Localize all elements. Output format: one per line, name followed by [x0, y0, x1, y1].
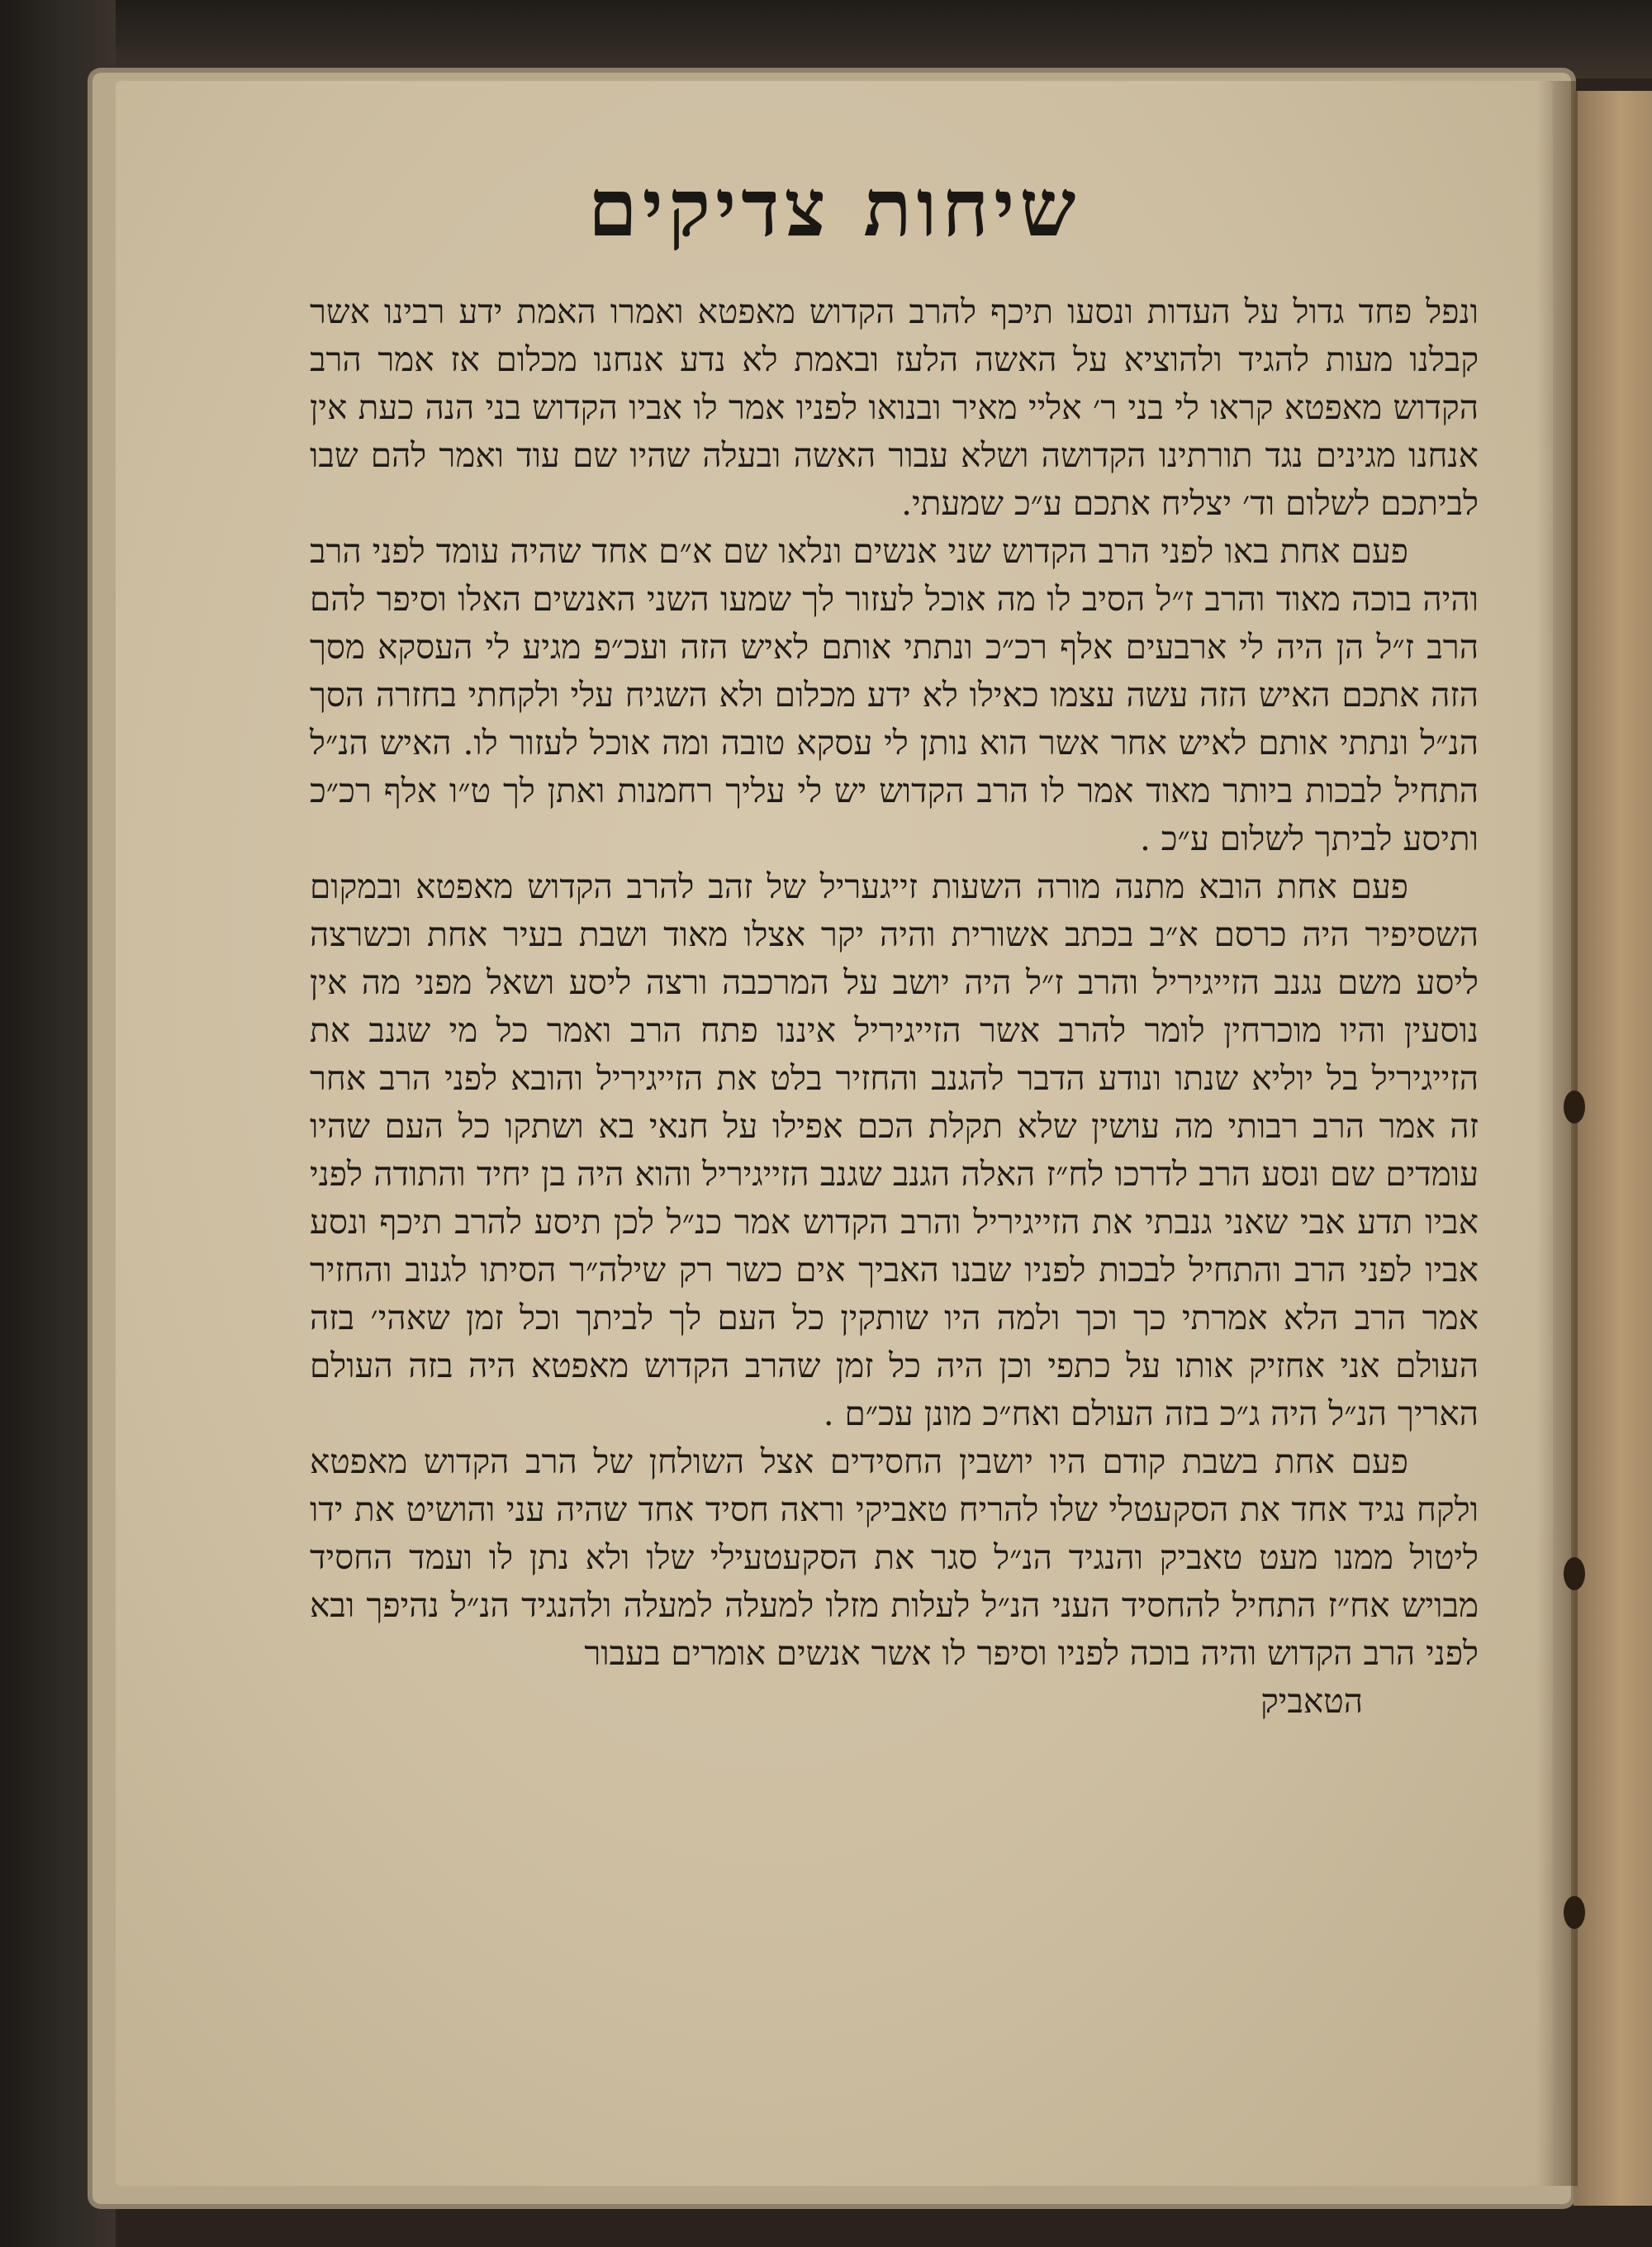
book-cover-top — [0, 0, 1652, 78]
closing-word: הטאביק — [1260, 1681, 1363, 1721]
paragraph-1: ונפל פחד גדול על העדות ונסעו תיכף להרב הקדוש מאפטא ואמרו האמת ידע רבינו אשר קבלנו מעות להגיד ולהוציא על האשה הלעז ובאמת לא נדע אנחנו מכלום אז אמר הרב הקדוש מאפטא קראו לי בני ר׳ אליי מאיר ובנואו לפניו אמר לו אביו הקדוש בני הנה כעת אין אנחנו מגינים נגד תורתינו הקדושה ושלא עבור האשה ובעלה שהיו שם עוד ואמר להם שבו לביתכם לשלום וד׳ יצליח אתכם ע״כ שמעתי. — [310, 292, 1479, 523]
paragraph-4: פעם אחת בשבת קודם היו יושבין החסידים אצל השולחן של הרב הקדוש מאפטא ולקח נגיד אחד את הסקעטלי שלו להריח טאביקי וראה חסיד אחד שהיה עני והושיט את ידו ליטול ממנו מעט טאביק והנגיד הנ״ל סגר את הסקעטעילי שלו ולא נתן לו ועמד החסיד מבויש אח״ז התחיל להחסיד העני הנ״ל לעלות מזלו למעלה למעלה ולהנגיד הנ״ל נהיפך ובא לפני הרב הקדוש והיה בוכה לפניו וסיפר לו אשר אנשים אומרים בעבור — [310, 1442, 1479, 1673]
binding-stitch — [1564, 1896, 1585, 1929]
spine-shadow — [1536, 81, 1578, 2186]
paragraph-2: פעם אחת באו לפני הרב הקדוש שני אנשים ונלאו שם א״ם אחד שהיה עומד לפני הרב והיה בוכה מאוד והרב ז״ל הסיב לו מה אוכל לעזור לך שמעו השני האנשים האלו וסיפר להם הרב ז״ל הן היה לי ארבעים אלף רכ״כ ונתתי אותם לאיש הזה ועכ״פ מגיע לי העסקא מסך הזה אתכם האיש הזה עשה עצמו כאילו לא ידע מכלום ולא השגיח עלי ולקחתי בחזרה הסך הנ״ל ונתתי אותם לאיש אחר אשר הוא נותן לי עסקא טובה ומה אוכל לעזור לו. האיש הנ״ל התחיל לבכות ביותר מאוד אמר לו הרב הקדוש יש לי עליך רחמנות ואתן לך ט״ו אלף רכ״כ ותיסע לביתך לשלום ע״כ . — [310, 531, 1479, 858]
facing-page-edge — [1574, 91, 1652, 2206]
body-text — [310, 287, 1479, 1725]
binding-stitch — [1564, 1557, 1585, 1590]
paragraph-3: פעם אחת הובא מתנה מורה השעות זייגעריל של זהב להרב הקדוש מאפטא ובמקום השסיפיר היה כרסם א״ב בכתב אשורית והיה יקר אצלו מאוד ושבת בעיר אחת וכשרצה ליסע משם נגנב הזייגיריל והרב ז״ל היה יושב על המרכבה ורצה ליסע ושאל מפני מה אין נוסעין והיו מוכרחין לומר להרב אשר הזייגיריל איננו פתח הרב ואמר כל מי שגנב את הזייגיריל בל יוליא שנתו ונודע הדבר להגנב והחזיר בלט את הזייגיריל והובא לפני הרב אחר זה אמר הרב רבותי מה עושין שלא תקלת הכם אפילו על חנאי בא ושתקו כל העם שהיו עומדים שם ונסע הרב לדרכו לח״ז האלה הגנב שגנב הזייגיריל והוא היה בן יחיד והתודה לפני אביו תדע אבי שאני גנבתי את הזייגיריל והרב הקדוש אמר כנ״ל לכן תיסע להרב תיכף ונסע אביו לפני הרב והתחיל לבכות לפניו שבנו האביך אים כשר רק שילה״ר הסיתו לגנוב והחזיר אמר הרב הלא אמרתי כך וכך ולמה היו שותקין כל העם לך לביתך וכל זמן שאהי׳ בזה העולם אני אחזיק אותו על כתפי וכן היה כל זמן שהרב הקדוש מאפטא היה בזה העולם האריך הנ״ל היה ג״כ בזה העולם ואח״כ מונן עכ״ם . — [310, 867, 1479, 1433]
binding-stitch — [1564, 1090, 1585, 1124]
page-title: שיחות צדיקים — [587, 161, 1081, 254]
